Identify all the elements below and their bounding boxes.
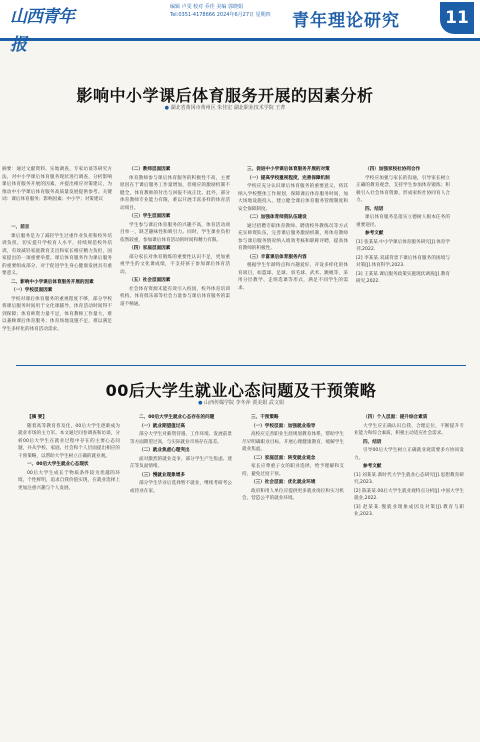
section-heading: （三）社会层面：优化就业环境 <box>251 480 316 485</box>
article-2-byline: ● 山西传媒学院 李冬萍 贾美娟 武文娟 <box>198 400 284 406</box>
body-paragraph: 随着高等教育普及化，00后大学生逐渐成为就业市场的主力军。本文通过问卷调查和访谈，分析00后大学生在就业过程中存在的主要心态问题，并从学校、家庭、社会和个人层面提出相应的干预策略，以帮助大学生树立正确的就业观。 <box>18 423 120 459</box>
body-paragraph: 大学生应正确认识自我，合理定位，不断提升专业能力和综合素质，积极主动适应社会需求。 <box>354 423 464 436</box>
reference-item: [3] 赵某某.慢就业现象成因及对策[J].教育与职业,2023. <box>354 504 464 517</box>
body-paragraph: 面对激烈的就业竞争，部分学生产生焦虑、迷茫等负面情绪。 <box>130 456 232 469</box>
body-paragraph: 学生参与课后体育服务的兴趣不高，体育活动项目单一，缺乏趣味性和吸引力。同时，学生课业负担依然较重，参加课后体育活动的时间和精力有限。 <box>120 222 230 243</box>
reference-item: [3] 王某某.课后服务政策实施现状调查[J].教育研究,2022. <box>356 271 450 284</box>
article-1-column-3 <box>238 166 348 360</box>
body-paragraph: 高校应完善职业生涯规划教育体系，帮助学生尽早明确职业目标，开展心理健康教育，缓解学生就业焦虑。 <box>242 432 344 452</box>
body-paragraph: 体育教师参与课后体育服务的积极性不高，主要原因在于课后服务工作量增加，但相应的激励机制不健全，体育教师的付出与回报不成正比。此外，部分体育教师专业能力有限，难以开展丰富多样的体育活动项目。 <box>120 175 230 211</box>
section-heading: （一）就业期望值过高 <box>139 423 185 429</box>
article-1-abstract: 摘要：通过文献资料、实地调查、专家访谈等研究方法，对中小学课后体育服务现状进行调查，分析影响课后体育服务开展的因素，并提出相应对策建议，为推动中小学课后体育服务高质量发展提供参考。关键词：课后体育服务；影响因素；中小学；对策建议 <box>2 167 112 202</box>
body-paragraph: 学校对课后体育服务的重视程度不够，部分学校将课后服务时间用于文化课辅导，体育活动时间得不到保障；体育师资力量不足，体育教师工作量大，难以兼顾课后体育服务；体育场地设施不足，难以满足学生多样化的体育活动需求。 <box>2 296 112 332</box>
body-paragraph: 引导00后大学生树立正确就业观需要多方协同发力。 <box>354 448 464 461</box>
article-2-column-1 <box>18 414 120 732</box>
body-paragraph: 政府和用人单位应提供更多就业岗位和实习机会，营造公平的就业环境。 <box>242 488 344 501</box>
section-heading: （四）个人层面：提升综合素质 <box>363 415 428 420</box>
section-heading: （四）家庭层面因素 <box>129 246 171 251</box>
reference-item: [1] 张某某.中小学课后体育服务研究[J].体育学刊,2022. <box>356 239 450 252</box>
body-paragraph: 部分学生毕业后选择暂不就业，继续考研考公或待业在家。 <box>130 481 232 494</box>
section-heading: 参考文献 <box>365 231 384 236</box>
section-heading: 二、影响中小学课后体育服务开展的因素 <box>11 279 94 285</box>
section-heading: （一）学校层面：加强就业指导 <box>251 423 316 429</box>
reference-item: [2] 陈某某.00后大学生就业观特点分析[J].中国大学生就业,2022. <box>354 488 464 501</box>
body-paragraph: 学校应加强与家长的沟通，引导家长树立正确的教育观念，支持学生参加体育锻炼；积极引入社会体育资源，形成家校社协同育人合力。 <box>356 175 450 203</box>
body-paragraph: 部分家长对体育锻炼的重要性认识不足，更加重视学生的文化课成绩，不支持孩子参加课后体育活动。 <box>120 254 230 275</box>
article-divider <box>16 365 466 366</box>
body-paragraph: 学校应充分认识课后体育服务的重要意义，将其纳入学校整体工作规划，保障课后体育服务时间，加大场地设施投入，建立健全课后体育服务管理制度和安全保障制度。 <box>238 184 348 212</box>
article-2-column-4 <box>354 414 464 732</box>
section-heading: （二）就业焦虑心理突出 <box>139 448 190 453</box>
article-2-column-2 <box>130 414 232 732</box>
column-title: 青年理论研究 <box>292 11 400 31</box>
section-heading: （三）慢就业现象增多 <box>139 472 185 478</box>
section-heading: 三、促进中小学课后体育服务开展的对策 <box>247 167 330 172</box>
section-heading: （三）丰富课后体育服务内容 <box>247 254 307 260</box>
newspaper-masthead: 山西青年报 <box>10 7 74 55</box>
body-paragraph: 通过招聘专职体育教师、聘请校外教练员等方式充实师资队伍，完善课后服务激励机制，将体育教师参与课后服务情况纳入绩效考核和职称评聘，提高体育教师的积极性。 <box>238 223 348 251</box>
section-heading: 一、前言 <box>11 225 30 230</box>
section-heading: 四、结语 <box>363 439 382 445</box>
bullet-icon: ● <box>164 105 169 111</box>
body-paragraph: 课后体育服务是落实立德树人根本任务的重要途径。 <box>356 215 450 228</box>
bullet-icon: ● <box>198 400 203 406</box>
section-heading: 参考文献 <box>363 464 382 469</box>
reference-item: [1] 刘某某.新时代大学生就业心态研究[J].思想教育研究,2023. <box>354 472 464 485</box>
section-heading: （二）加强体育师资队伍建设 <box>247 215 307 220</box>
page-header <box>0 0 480 55</box>
section-heading: （五）社会层面因素 <box>129 278 171 283</box>
section-heading: （一）学校层面因素 <box>11 288 53 293</box>
body-paragraph: 根据学生年龄特点和兴趣爱好，开设多样化的体育项目，如篮球、足球、羽毛球、武术、跳绳等，采用分层教学、走班选课等形式，满足不同学生的需求。 <box>238 263 348 291</box>
article-2-title: 00后大学生就业心态问题及干预策略 <box>105 381 377 400</box>
section-heading: 一、00后大学生就业心态现状 <box>27 462 89 467</box>
article-1-column-1 <box>2 224 112 360</box>
section-heading: 【摘 要】 <box>27 415 47 420</box>
body-paragraph: 课后服务是为了减轻学生过重作业负担和校外培训负担，切实提升学校育人水平，持续规范校外培训，有效减轻家庭教育支出和家长相应精力负担，国家提出的一项重要举措。课后体育服务作为课后服务的重要组成部分，对于促进学生身心健康发展具有重要意义。 <box>2 233 112 276</box>
section-heading: （四）加强家校社协同合作 <box>365 167 421 172</box>
article-1-column-2 <box>120 166 230 360</box>
body-paragraph: 00后大学生成长于物质条件较为优越的环境，个性鲜明，追求自我价值实现，在就业选择上更加注重兴趣与个人发展。 <box>18 470 120 491</box>
section-heading: （二）家庭层面：转变就业观念 <box>251 455 316 461</box>
article-2-column-3 <box>242 414 344 732</box>
header-meta <box>170 3 271 19</box>
date-line: Tel:0351-4178666 2024年6月27日 星期四 <box>170 12 271 18</box>
section-heading: 三、干预策略 <box>251 415 279 420</box>
page-number: 11 <box>440 2 474 34</box>
article-1-byline: ● 湖北省黄冈市黄州区 朱佳宏 湖北职业技术学院 王菁 <box>164 105 286 111</box>
reference-item: [2] 李某某.双减背景下课后体育服务的困境与对策[J].体育科学,2023. <box>356 255 450 268</box>
editor-credits: 编辑 卢雯 校对 乔佳 美编 郭晓娟 <box>170 4 243 10</box>
body-paragraph: 部分大学生对薪资待遇、工作环境、发展前景等方面期望过高，与实际就业市场存在落差。 <box>130 432 232 445</box>
section-heading: 二、00后大学生就业心态存在的问题 <box>139 415 215 420</box>
section-heading: （一）提高学校重视程度，完善保障机制 <box>247 175 330 181</box>
body-paragraph: 家长应尊重子女的职业选择，给予理解和支持，避免过度干预。 <box>242 464 344 477</box>
section-heading: （三）学生层面因素 <box>129 214 171 219</box>
article-1-column-4 <box>356 166 450 360</box>
article-1-title: 影响中小学课后体育服务开展的因素分析 <box>76 86 374 105</box>
body-paragraph: 社会体育资源未能有效引入校园，校外体育培训机构、体育俱乐部等社会力量参与课后体育服务的渠道不畅通。 <box>120 286 230 307</box>
section-heading: （二）教师层面因素 <box>129 167 171 172</box>
section-heading: 四、结语 <box>365 206 384 212</box>
